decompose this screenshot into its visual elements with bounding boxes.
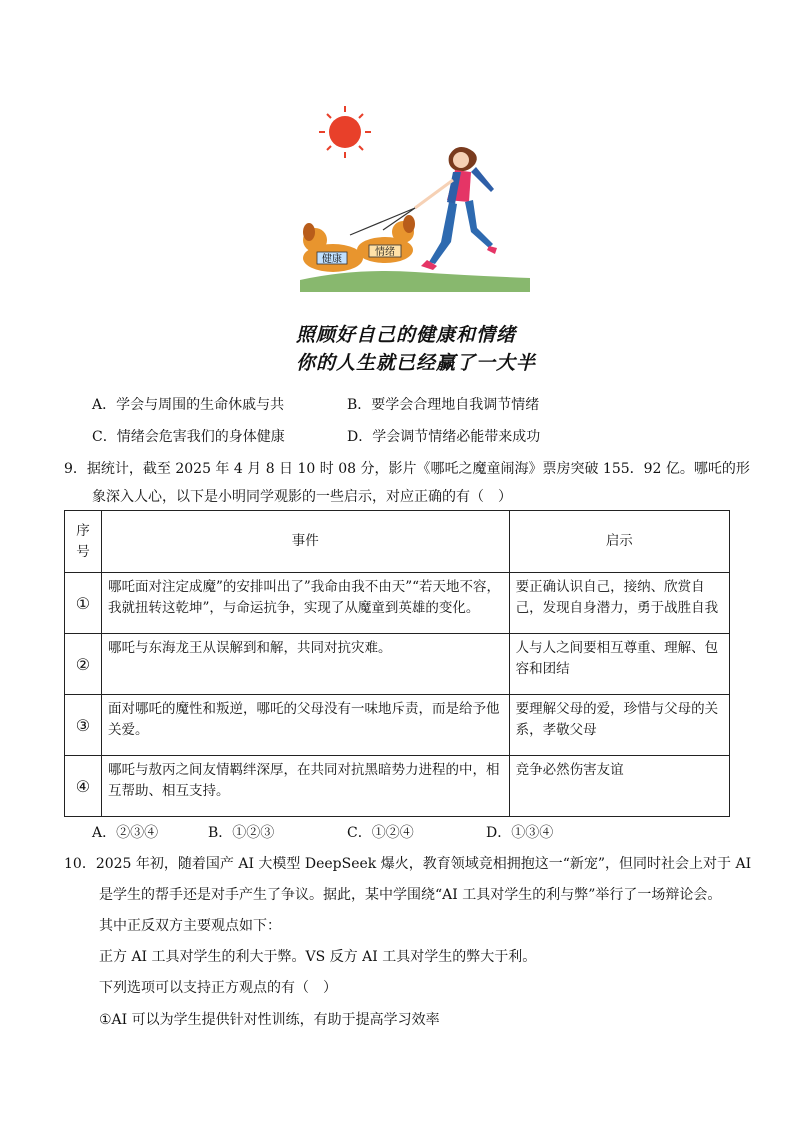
q10-stem-line4: 正方 AI 工具对学生的利大于弊。VS 反方 AI 工具对学生的弊大于利。 [99,949,537,965]
q9-option-d[interactable]: D．①③④ [486,825,554,841]
q8-option-a[interactable]: A．学会与周围的生命休戚与共 [92,397,285,413]
q10-stem-line2: 是学生的帮手还是对手产生了争议。据此，某中学围绕“AI 工具对学生的利与弊”举行了一场辩论会。 [99,887,722,903]
q9-option-b[interactable]: B．①②③ [208,825,275,841]
q8-option-b[interactable]: B．要学会合理地自我调节情绪 [347,397,540,413]
q10-statement-1[interactable]: ①AI 可以为学生提供针对性训练，有助于提高学习效率 [99,1012,440,1028]
q9-stem-line1: 9．据统计，截至 2025 年 4 月 8 日 10 时 08 分，影片《哪吒之魔童闹海》票房突破 155．92 亿。哪吒的形 [64,461,750,477]
q10-stem-line5: 下列选项可以支持正方观点的有（ ） [99,980,337,996]
q8-option-d[interactable]: D．学会调节情绪必能带来成功 [347,429,541,445]
table-row [65,695,730,756]
tag-emotion: 情绪 [375,247,395,258]
row-insight: 人与人之间要相互尊重、理解、包容和团结 [509,634,729,695]
row-num: ④ [65,756,102,817]
table-row [65,573,730,634]
row-insight: 要正确认识自己，接纳、欣赏自己，发现自身潜力，勇于战胜自我 [509,573,729,634]
row-event: 哪吒面对注定成魔”的安排叫出了”我命由我不由天”“若天地不容，我就扭转这乾坤”，与命运抗争，实现了从魔童到英雄的变化。 [101,573,509,634]
row-num: ① [65,573,102,634]
q9-option-a[interactable]: A．②③④ [92,825,159,841]
illustration-caption-line2: 你的人生就已经赢了一大半 [296,352,537,374]
row-insight: 要理解父母的爱，珍惜与父母的关系，孝敬父母 [509,695,729,756]
illustration-caption-line1: 照顾好自己的健康和情绪 [296,324,517,346]
table-row [65,756,730,817]
row-event: 面对哪吒的魔性和叛逆，哪吒的父母没有一味地斥责，而是给予他关爱。 [101,695,509,756]
row-num: ③ [65,695,102,756]
sun-icon [319,106,371,158]
row-num: ② [65,634,102,695]
header-insight: 启示 [509,511,729,573]
header-num: 序号 [65,511,102,573]
dog-health [303,223,363,272]
q8-option-c[interactable]: C．情绪会危害我们的身体健康 [92,429,285,445]
row-event: 哪吒与东海龙王从误解到和解，共同对抗灾难。 [101,634,509,695]
illustration-girl-walking-dogs [295,100,535,300]
header-event: 事件 [101,511,509,573]
q10-stem-line3: 其中正反双方主要观点如下： [99,918,281,934]
dog-emotion [357,215,415,263]
illustration-svg [295,100,535,300]
q9-table-header [65,511,730,573]
tag-health: 健康 [322,254,342,265]
table-row [65,634,730,695]
row-event: 哪吒与敖丙之间友情羁绊深厚，在共同对抗黑暗势力进程的中，相互帮助、相互支持。 [101,756,509,817]
q9-stem-line2: 象深入人心，以下是小明同学观影的一些启示，对应正确的有（ ） [92,489,512,505]
q9-table [64,510,730,817]
row-insight: 竞争必然伤害友谊 [509,756,729,817]
grass [300,271,530,292]
q9-option-c[interactable]: C．①②④ [347,825,414,841]
q10-stem-line1: 10．2025 年初，随着国产 AI 大模型 DeepSeek 爆火，教育领域竞相拥抱这一“新宠”，但同时社会上对于 AI [64,856,752,872]
